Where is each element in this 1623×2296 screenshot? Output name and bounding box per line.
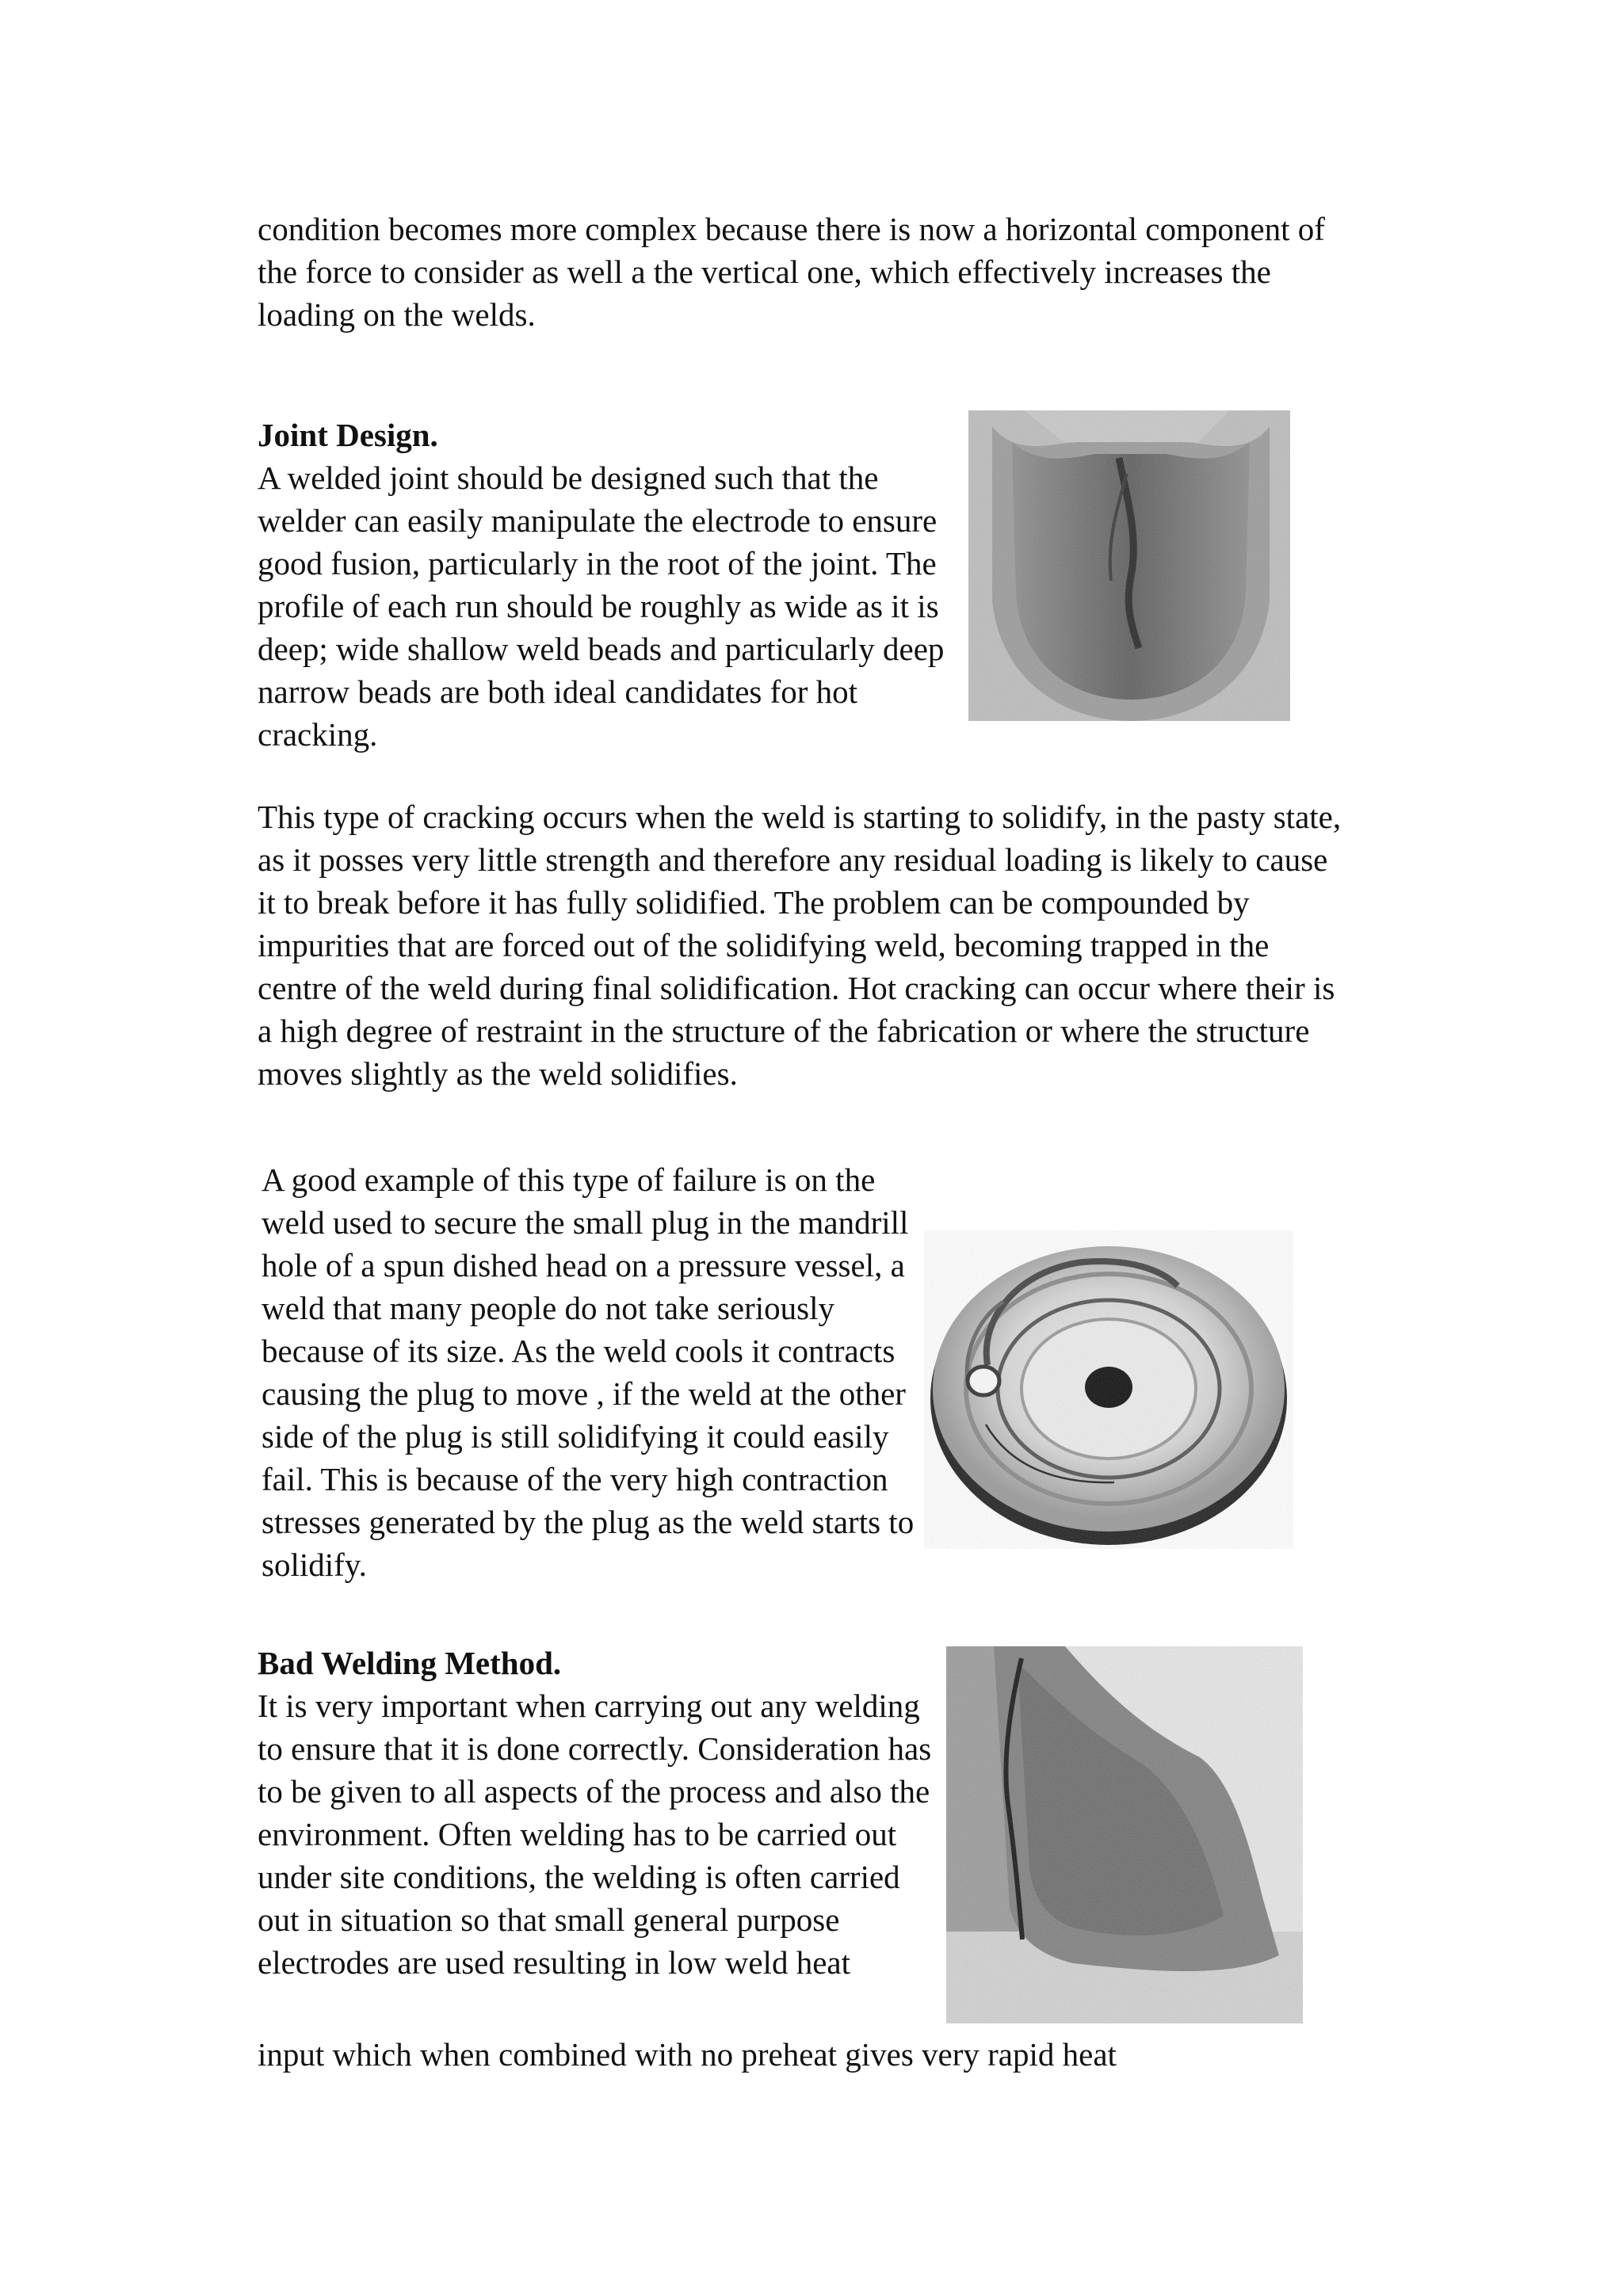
weld-cross-section-photo: [968, 410, 1290, 721]
plug-example-paragraph: [262, 1158, 919, 1586]
joint-design-heading: Joint Design.: [258, 417, 438, 453]
hot-cracking-text: This type of cracking occurs when the weld is starting to solidify, in the pasty state, as it posses very little strength and therefore any residual loading is likely to cause it to break before it has fully solidified. The problem can be compounded by impurities that are forced out of the solidifying weld, becoming trapped in the centre of the weld during final solidification. Hot cracking can occur where their is a high degree of restraint in the structure of the fabrication or where the structure moves slightly as the weld solidifies.: [258, 799, 1342, 1092]
bad-welding-continuation-text: input which when combined with no preheat gives very rapid heat: [258, 2036, 1117, 2073]
hot-cracking-paragraph: [258, 795, 1343, 1095]
plug-weld-photo: [924, 1230, 1293, 1549]
joint-design-section: [258, 414, 971, 756]
bad-welding-heading: Bad Welding Method.: [258, 1645, 562, 1681]
weld-cross-section-image: [968, 410, 1290, 721]
bad-welding-continuation: [258, 2033, 1367, 2076]
plug-example-text: A good example of this type of failure is on the weld used to secure the small plug in the mandrill hole of a spun dished head on a pressure vessel, a weld that many people do not take seriously because of its size. As the weld cools it contracts causing the plug to move , if the weld at the other side of the plug is still solidifying it could easily fail. This is because of the very high contraction stresses generated by the plug as the weld starts to solidify.: [262, 1161, 915, 1583]
bad-welding-text: It is very important when carrying out any welding to ensure that it is done correctly. Consideration has to be given to all aspects of the process and also the environment. Often welding has to be carried out under site conditions, the welding is often carried out in situation so that small general purpose electrodes are used resulting in low weld heat: [258, 1688, 932, 1981]
joint-design-text: A welded joint should be designed such that the welder can easily manipulate the electrode to ensure good fusion, particularly in the root of the joint. The profile of each run should be roughly as wide as it is deep; wide shallow weld beads and particularly deep narrow beads are both ideal candidates for hot cracking.: [258, 460, 945, 753]
fillet-weld-crack-image: [946, 1646, 1303, 2023]
intro-paragraph: [258, 208, 1335, 336]
fillet-weld-crack-photo: [946, 1646, 1303, 2023]
bad-welding-section: [258, 1642, 939, 1984]
intro-text: condition becomes more complex because there is now a horizontal component of the force to consider as well a the vertical one, which effectively increases the loading on the welds.: [258, 211, 1325, 333]
plug-weld-image: [924, 1230, 1293, 1549]
